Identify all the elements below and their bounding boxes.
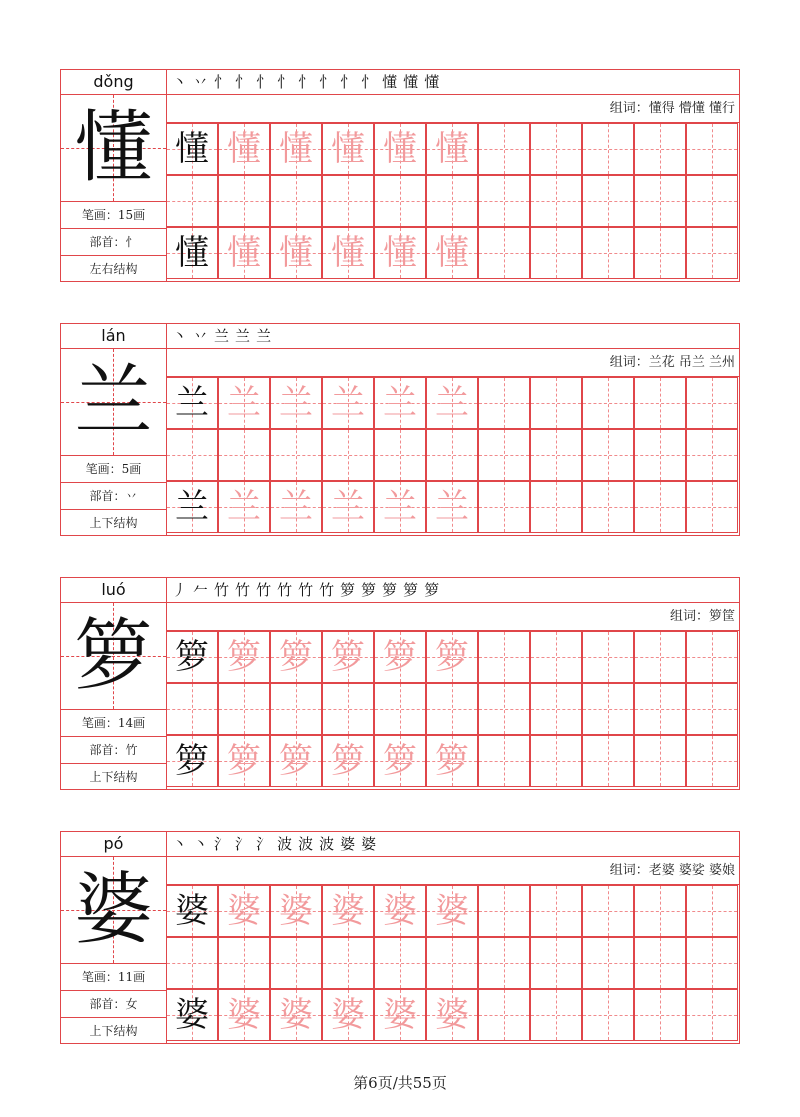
word-examples: 组词：老婆 婆娑 婆娘 [166,857,739,885]
practice-cell[interactable] [634,631,686,683]
model-character-small: 箩 [175,741,209,781]
practice-cell[interactable] [322,735,374,787]
trace-character: 箩 [227,637,261,677]
trace-character: 懂 [383,129,417,169]
stroke-order-step: 竹 [256,581,272,599]
stroke-order-step: 氵 [235,835,251,853]
page-number: 第6页/共55页 [353,1074,447,1092]
character-card [60,69,740,282]
practice-cell[interactable] [270,937,322,989]
practice-cell[interactable] [582,481,634,533]
trace-character: 兰 [331,487,365,527]
trace-character: 婆 [383,891,417,931]
practice-cell[interactable] [426,377,478,429]
stroke-order-step: 竹 [319,581,335,599]
trace-character: 箩 [383,741,417,781]
practice-cell[interactable] [478,735,530,787]
practice-cell[interactable] [426,429,478,481]
trace-character: 兰 [435,383,469,423]
practice-cell[interactable] [374,377,426,429]
trace-character: 婆 [435,995,469,1035]
trace-character: 箩 [331,741,365,781]
stroke-order-step: 竹 [235,581,251,599]
practice-cell[interactable] [582,885,634,937]
trace-character: 婆 [227,891,261,931]
practice-cell[interactable] [530,631,582,683]
practice-cell[interactable] [374,683,426,735]
trace-character: 箩 [227,741,261,781]
practice-cell[interactable] [478,885,530,937]
practice-cell[interactable] [530,123,582,175]
trace-character: 懂 [227,233,261,273]
practice-cell[interactable] [634,735,686,787]
trace-character: 懂 [331,233,365,273]
practice-cell[interactable] [478,631,530,683]
trace-character: 兰 [279,383,313,423]
stroke-order-step: 懂 [403,73,419,91]
practice-cell[interactable] [218,377,270,429]
writing-grid [166,885,741,1043]
practice-cell[interactable] [218,227,270,279]
practice-cell[interactable] [686,377,738,429]
stroke-order-step: 竹 [298,581,314,599]
stroke-order-step: 箩 [382,581,398,599]
model-character-box [61,349,166,455]
practice-cell[interactable] [530,989,582,1041]
practice-cell[interactable] [582,175,634,227]
practice-cell[interactable] [634,175,686,227]
writing-grid [166,377,741,535]
practice-cell[interactable] [582,937,634,989]
model-character: 婆 [74,865,153,955]
stroke-order-step: 懂 [382,73,398,91]
stroke-count: 笔画：11画 [61,963,166,990]
practice-cell[interactable] [322,989,374,1041]
practice-cell[interactable] [166,481,218,533]
stroke-order-step: 忄 [298,73,314,91]
stroke-order-step: 箩 [424,581,440,599]
stroke-order-step: 波 [277,835,293,853]
practice-cell[interactable] [322,429,374,481]
practice-cell[interactable] [270,429,322,481]
trace-character: 懂 [383,233,417,273]
practice-cell[interactable] [374,989,426,1041]
model-character-box [61,603,166,709]
model-character: 兰 [74,357,153,447]
practice-cell[interactable] [634,481,686,533]
practice-cell[interactable] [270,631,322,683]
trace-character: 婆 [331,891,365,931]
stroke-order-step: 竹 [214,581,230,599]
practice-cell[interactable] [374,429,426,481]
stroke-count: 笔画：15画 [61,201,166,228]
trace-character: 懂 [435,129,469,169]
stroke-order-step: 丷 [193,327,209,345]
trace-character: 兰 [279,487,313,527]
practice-cell[interactable] [270,989,322,1041]
practice-cell[interactable] [166,885,218,937]
practice-cell[interactable] [530,735,582,787]
stroke-order-step: 懂 [424,73,440,91]
stroke-order-step: 箩 [340,581,356,599]
trace-character: 婆 [227,995,261,1035]
trace-character: 懂 [331,129,365,169]
practice-cell[interactable] [374,123,426,175]
trace-character: 懂 [435,233,469,273]
stroke-order-step: 竹 [277,581,293,599]
practice-cell[interactable] [426,885,478,937]
practice-cell[interactable] [322,175,374,227]
practice-cell[interactable] [218,885,270,937]
stroke-order-row [166,70,739,95]
stroke-order-step: 忄 [256,73,272,91]
practice-cell[interactable] [426,735,478,787]
model-character-box [61,857,166,963]
character-info-panel [61,578,167,789]
stroke-order-step: 忄 [277,73,293,91]
stroke-order-step: 忄 [235,73,251,91]
stroke-order-step: 丷 [193,73,209,91]
trace-character: 兰 [227,383,261,423]
trace-character: 箩 [279,741,313,781]
stroke-count: 笔画：14画 [61,709,166,736]
practice-cell[interactable] [218,937,270,989]
practice-cell[interactable] [582,735,634,787]
practice-cell[interactable] [478,227,530,279]
practice-cell[interactable] [218,481,270,533]
model-character-small: 懂 [175,129,209,169]
stroke-order-step: 丶 [172,73,188,91]
practice-cell[interactable] [478,937,530,989]
stroke-order-step: 婆 [361,835,377,853]
practice-cell[interactable] [426,123,478,175]
practice-cell[interactable] [686,227,738,279]
practice-cell[interactable] [218,175,270,227]
stroke-order-row [166,832,739,857]
practice-cell[interactable] [478,377,530,429]
practice-cell[interactable] [634,683,686,735]
practice-cell[interactable] [582,631,634,683]
practice-cell[interactable] [374,885,426,937]
stroke-order-step: 丶 [193,835,209,853]
trace-character: 箩 [435,637,469,677]
structure: 上下结构 [61,509,166,536]
practice-cell[interactable] [686,429,738,481]
model-character: 懂 [74,103,153,193]
stroke-order-step: 兰 [256,327,272,345]
practice-cell[interactable] [218,735,270,787]
practice-cell[interactable] [166,735,218,787]
practice-cell[interactable] [270,735,322,787]
practice-cell[interactable] [322,631,374,683]
character-info-panel [61,70,167,281]
practice-cell[interactable] [374,481,426,533]
practice-cell[interactable] [582,377,634,429]
practice-cell[interactable] [270,683,322,735]
practice-cell[interactable] [374,227,426,279]
practice-cell[interactable] [166,989,218,1041]
writing-grid [166,123,741,281]
stroke-order-step: 兰 [235,327,251,345]
practice-cell[interactable] [322,683,374,735]
model-character-small: 兰 [175,383,209,423]
model-character-small: 婆 [175,891,209,931]
practice-cell[interactable] [218,123,270,175]
trace-character: 懂 [227,129,261,169]
radical: 部首：竹 [61,736,166,763]
trace-character: 兰 [227,487,261,527]
stroke-order-step: 婆 [340,835,356,853]
practice-cell[interactable] [582,683,634,735]
practice-cell[interactable] [426,227,478,279]
practice-cell[interactable] [634,123,686,175]
practice-cell[interactable] [218,989,270,1041]
practice-cell[interactable] [166,227,218,279]
model-character-box [61,95,166,201]
trace-character: 婆 [383,995,417,1035]
practice-cell[interactable] [426,175,478,227]
stroke-order-step: 丶 [172,327,188,345]
practice-cell[interactable] [374,735,426,787]
practice-cell[interactable] [322,481,374,533]
practice-cell[interactable] [218,631,270,683]
practice-cell[interactable] [270,175,322,227]
practice-cell[interactable] [686,175,738,227]
word-examples: 组词：箩筐 [166,603,739,631]
practice-cell[interactable] [270,377,322,429]
practice-cell[interactable] [634,989,686,1041]
pinyin: pó [61,832,166,857]
practice-cell[interactable] [166,631,218,683]
practice-cell[interactable] [582,989,634,1041]
practice-cell[interactable] [166,429,218,481]
stroke-order-step: 忄 [319,73,335,91]
practice-cell[interactable] [530,227,582,279]
trace-character: 箩 [383,637,417,677]
model-character-small: 懂 [175,233,209,273]
practice-cell[interactable] [530,683,582,735]
practice-cell[interactable] [270,227,322,279]
practice-cell[interactable] [426,937,478,989]
radical: 部首：丷 [61,482,166,509]
pinyin: dǒng [61,70,166,95]
stroke-order-step: 忄 [361,73,377,91]
trace-character: 婆 [435,891,469,931]
practice-cell[interactable] [530,429,582,481]
practice-cell[interactable] [426,989,478,1041]
stroke-order-step: 忄 [340,73,356,91]
writing-grid [166,631,741,789]
practice-cell[interactable] [530,377,582,429]
practice-cell[interactable] [634,227,686,279]
pinyin: lán [61,324,166,349]
radical: 部首：忄 [61,228,166,255]
model-character-small: 箩 [175,637,209,677]
word-examples: 组词：懂得 懵懂 懂行 [166,95,739,123]
trace-character: 婆 [279,995,313,1035]
practice-cell[interactable] [582,123,634,175]
practice-cell[interactable] [166,683,218,735]
trace-character: 兰 [435,487,469,527]
trace-character: 懂 [279,129,313,169]
practice-cell[interactable] [270,885,322,937]
practice-cell[interactable] [478,123,530,175]
practice-cell[interactable] [322,885,374,937]
practice-cell[interactable] [478,175,530,227]
practice-cell[interactable] [530,885,582,937]
practice-cell[interactable] [634,937,686,989]
practice-cell[interactable] [686,885,738,937]
stroke-order-step: 忄 [214,73,230,91]
practice-cell[interactable] [686,123,738,175]
structure: 左右结构 [61,255,166,282]
practice-cell[interactable] [582,227,634,279]
trace-character: 兰 [383,383,417,423]
model-character-small: 婆 [175,995,209,1035]
trace-character: 兰 [331,383,365,423]
stroke-order-step: 波 [319,835,335,853]
practice-cell[interactable] [634,429,686,481]
trace-character: 箩 [435,741,469,781]
practice-cell[interactable] [426,683,478,735]
practice-cell[interactable] [478,989,530,1041]
character-card [60,831,740,1044]
stroke-order-step: 氵 [214,835,230,853]
trace-character: 兰 [383,487,417,527]
practice-cell[interactable] [270,481,322,533]
character-card [60,323,740,536]
character-info-panel [61,832,167,1043]
practice-cell[interactable] [478,429,530,481]
stroke-order-step: 丿 [172,581,188,599]
practice-cell[interactable] [634,885,686,937]
practice-cell[interactable] [686,937,738,989]
word-examples: 组词：兰花 吊兰 兰州 [166,349,739,377]
practice-cell[interactable] [686,631,738,683]
practice-cell[interactable] [686,481,738,533]
model-character-small: 兰 [175,487,209,527]
trace-character: 婆 [279,891,313,931]
practice-cell[interactable] [634,377,686,429]
trace-character: 箩 [331,637,365,677]
practice-cell[interactable] [166,377,218,429]
stroke-order-step: 兰 [214,327,230,345]
practice-cell[interactable] [270,123,322,175]
stroke-order-step: 箩 [403,581,419,599]
practice-cell[interactable] [478,481,530,533]
stroke-order-row [166,578,739,603]
practice-cell[interactable] [166,175,218,227]
practice-cell[interactable] [322,377,374,429]
stroke-order-step: 氵 [256,835,272,853]
practice-cell[interactable] [478,683,530,735]
practice-cell[interactable] [322,937,374,989]
stroke-order-step: 𠂉 [193,581,209,599]
stroke-count: 笔画：5画 [61,455,166,482]
practice-cell[interactable] [374,937,426,989]
practice-cell[interactable] [530,937,582,989]
character-card [60,577,740,790]
stroke-order-step: 波 [298,835,314,853]
practice-cell[interactable] [322,123,374,175]
practice-cell[interactable] [218,683,270,735]
structure: 上下结构 [61,763,166,790]
practice-cell[interactable] [218,429,270,481]
trace-character: 懂 [279,233,313,273]
practice-cell[interactable] [530,175,582,227]
practice-cell[interactable] [374,631,426,683]
practice-cell[interactable] [686,683,738,735]
practice-cell[interactable] [530,481,582,533]
stroke-order-step: 丶 [172,835,188,853]
practice-cell[interactable] [426,631,478,683]
practice-cell[interactable] [166,937,218,989]
pinyin: luó [61,578,166,603]
practice-cell[interactable] [582,429,634,481]
practice-cell[interactable] [686,735,738,787]
practice-cell[interactable] [426,481,478,533]
practice-cell[interactable] [166,123,218,175]
stroke-order-step: 箩 [361,581,377,599]
structure: 上下结构 [61,1017,166,1044]
character-info-panel [61,324,167,535]
trace-character: 箩 [279,637,313,677]
trace-character: 婆 [331,995,365,1035]
model-character: 箩 [74,611,153,701]
practice-cell[interactable] [686,989,738,1041]
radical: 部首：女 [61,990,166,1017]
practice-cell[interactable] [374,175,426,227]
practice-cell[interactable] [322,227,374,279]
stroke-order-row [166,324,739,349]
